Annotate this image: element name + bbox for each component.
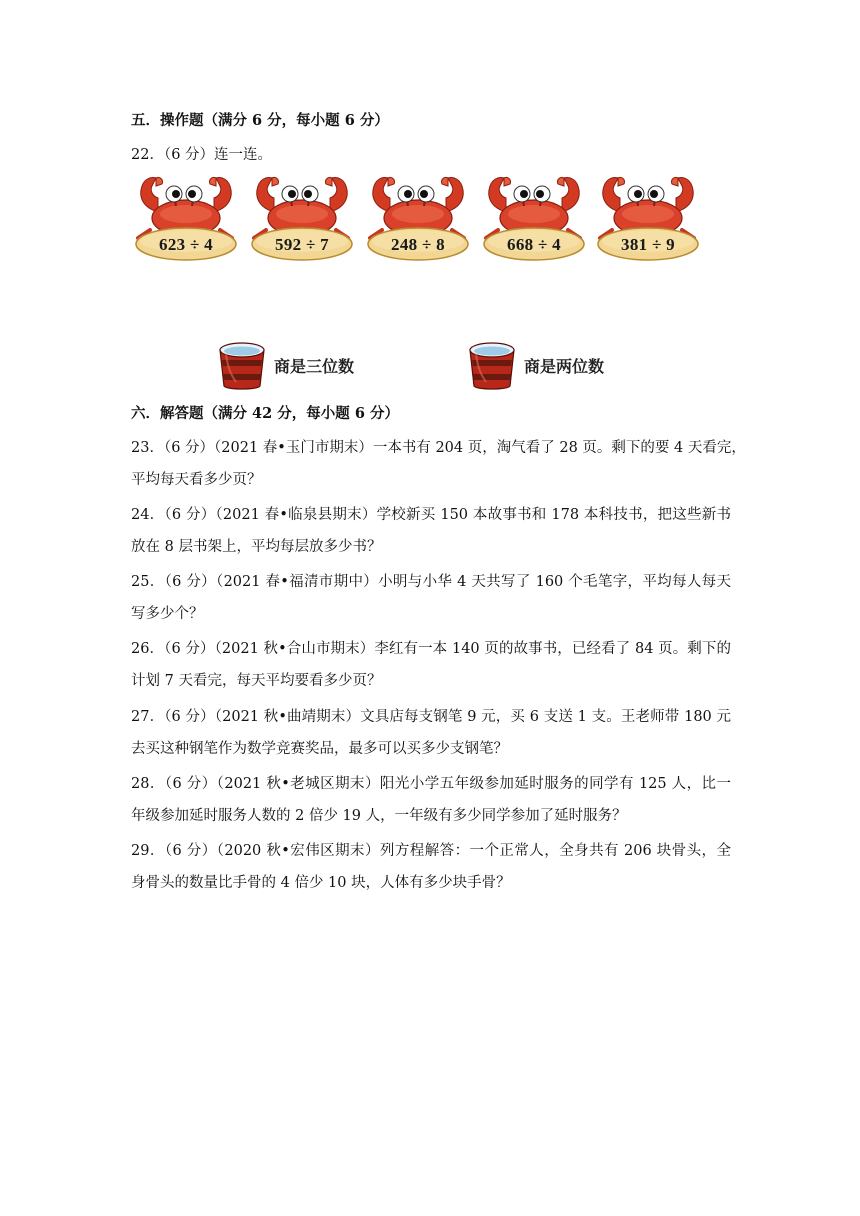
question-27-line-2: 去买这种钢笔作为数学竞赛奖品，最多可以买多少支钢笔？ xyxy=(131,741,508,757)
crab-5[interactable] xyxy=(592,172,704,268)
crab-2[interactable] xyxy=(246,172,358,268)
crab-expression: 668 ÷ 4 xyxy=(507,235,561,254)
crab-expression: 248 ÷ 8 xyxy=(391,235,445,254)
section-6-heading: 六．解答题（满分 42 分，每小题 6 分） xyxy=(131,405,399,422)
question-23-line-1: 23．（6 分）（2021 春•玉门市期末）一本书有 204 页，淘气看了 28 页。剩下的要 4 天看完， xyxy=(131,440,746,456)
question-28-line-2: 年级参加延时服务人数的 2 倍少 19 人，一年级有多少同学参加了延时服务？ xyxy=(131,808,627,824)
question-25-line-2: 写多少个？ xyxy=(131,606,204,622)
question-27-line-1: 27．（6 分）（2021 秋•曲靖期末）文具店每支钢笔 9 元，买 6 支送 1 支。王老师带 180 元 xyxy=(131,709,731,725)
question-24-line-2: 放在 8 层书架上，平均每层放多少书？ xyxy=(131,539,382,555)
question-22: 22．（6 分）连一连。 xyxy=(131,147,273,163)
crab-expression: 623 ÷ 4 xyxy=(159,235,213,254)
question-23-line-2: 平均每天看多少页？ xyxy=(131,472,262,488)
bucket-icon xyxy=(464,336,520,392)
question-24-line-1: 24．（6 分）（2021 春•临泉县期末）学校新买 150 本故事书和 178 本科技书，把这些新书 xyxy=(131,507,731,523)
bucket-icon xyxy=(214,336,270,392)
bucket-label: 商是三位数 xyxy=(274,357,355,376)
bucket-label: 商是两位数 xyxy=(524,357,605,376)
question-25-line-1: 25．（6 分）（2021 春•福清市期中）小明与小华 4 天共写了 160 个毛笔字，平均每人每天 xyxy=(131,574,731,590)
crab-3[interactable] xyxy=(362,172,474,268)
question-26-line-1: 26．（6 分）（2021 秋•合山市期末）李红有一本 140 页的故事书，已经看了 84 页。剩下的 xyxy=(131,641,731,657)
question-28-line-1: 28．（6 分）（2021 秋•老城区期末）阳光小学五年级参加延时服务的同学有 125 人，比一 xyxy=(131,776,731,792)
crab-4[interactable] xyxy=(478,172,590,268)
bucket-two-digit[interactable] xyxy=(464,336,634,392)
crab-expression: 381 ÷ 9 xyxy=(621,235,675,254)
bucket-three-digit[interactable] xyxy=(214,336,384,392)
crab-row xyxy=(130,172,710,268)
section-5-heading: 五．操作题（满分 6 分，每小题 6 分） xyxy=(131,112,389,129)
crab-1[interactable] xyxy=(130,172,242,268)
crab-expression: 592 ÷ 7 xyxy=(275,235,329,254)
question-26-line-2: 计划 7 天看完，每天平均要看多少页？ xyxy=(131,673,382,689)
question-29-line-1: 29．（6 分）（2020 秋•宏伟区期末）列方程解答：一个正常人，全身共有 206 块骨头，全 xyxy=(131,843,731,859)
question-29-line-2: 身骨头的数量比手骨的 4 倍少 10 块，人体有多少块手骨？ xyxy=(131,875,511,891)
